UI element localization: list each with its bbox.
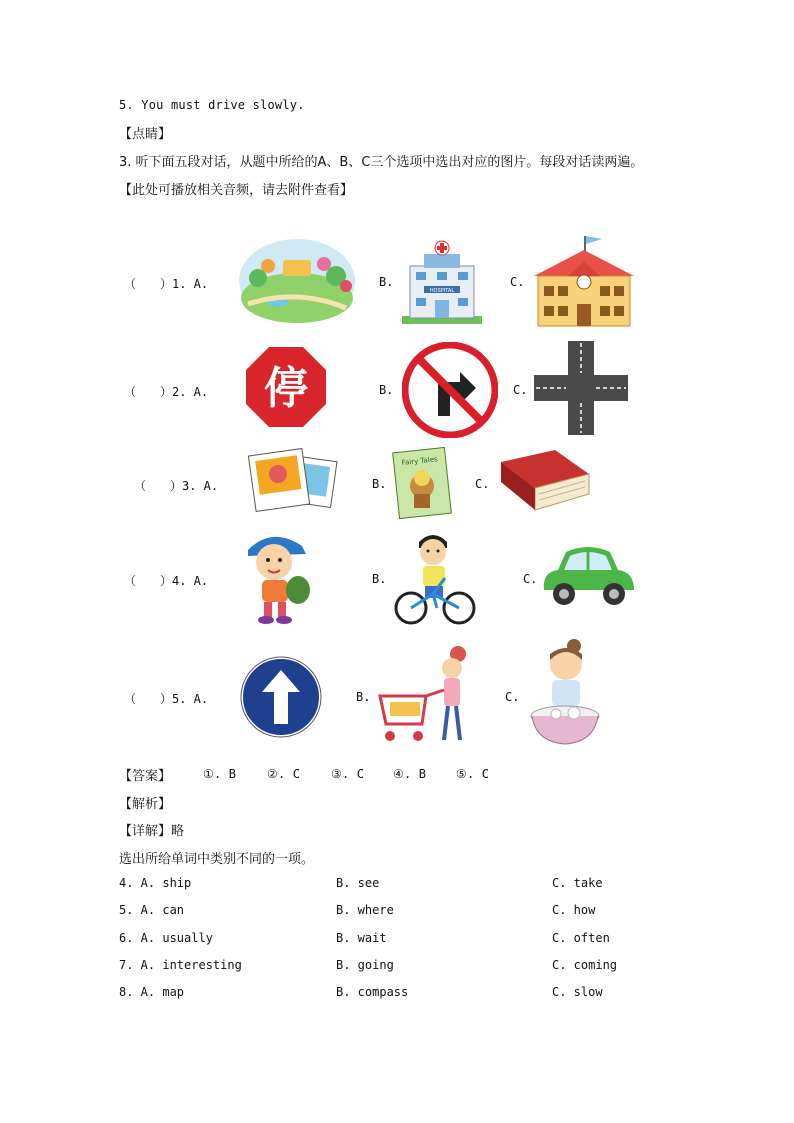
question-5-option-c: C. how: [552, 903, 596, 917]
question-8-option-a: 8. A. map: [119, 985, 185, 999]
girl-washing-picture: [528, 638, 602, 752]
question-8-option-b: B. compass: [336, 985, 409, 999]
row-2-label: （ ）2. A.: [124, 385, 209, 399]
section-title: 选出所给单词中类别不同的一项。: [119, 852, 315, 867]
row-2-option-c: C.: [513, 383, 528, 397]
audio-note: 【此处可播放相关音频，请去附件查看】: [119, 183, 354, 198]
row-1-option-c: C.: [510, 275, 525, 289]
row-1-option-b: B.: [379, 275, 394, 289]
fairy-tales-book-picture: [392, 446, 452, 520]
dictionary-book-picture: [497, 448, 591, 518]
question-6-option-c: C. often: [552, 931, 610, 945]
question-7-option-b: B. going: [336, 958, 394, 972]
question-5-option-b: B. where: [336, 903, 394, 917]
row-1-label: （ ）1. A.: [124, 277, 209, 291]
row-3-option-b: B.: [372, 477, 387, 491]
sentence-5: 5. You must drive slowly.: [119, 98, 305, 112]
row-5-option-b: B.: [356, 690, 371, 704]
woman-shopping-picture: [376, 644, 470, 746]
question-6-option-b: B. wait: [336, 931, 387, 945]
row-4-option-b: B.: [372, 572, 387, 586]
row-5-option-c: C.: [505, 690, 520, 704]
detail-label: 【详解】略: [119, 824, 185, 839]
answer-item-4: ④. B: [393, 767, 427, 781]
car-picture: [538, 542, 638, 610]
hospital-sign: HOSPITAL: [429, 288, 455, 294]
question-8-option-c: C. slow: [552, 985, 603, 999]
crossroads-picture: [534, 341, 628, 435]
park-picture: [238, 238, 356, 324]
row-4-label: （ ）4. A.: [124, 574, 209, 588]
book-title: Fairy Tales: [401, 455, 439, 467]
stop-sign-picture: [244, 345, 328, 429]
question-4-option-c: C. take: [552, 876, 603, 890]
question-6-option-a: 6. A. usually: [119, 931, 213, 945]
question-7-option-a: 7. A. interesting: [119, 958, 242, 972]
answer-item-3: ③. C: [331, 767, 365, 781]
answer-item-1: ①. B: [203, 767, 237, 781]
stop-sign-text: 停: [264, 363, 308, 414]
row-2-option-b: B.: [379, 383, 394, 397]
school-picture: [532, 232, 636, 328]
boy-walking-picture: [242, 528, 316, 626]
answer-item-5: ⑤. C: [456, 767, 490, 781]
answer-label: 【答案】: [119, 769, 172, 784]
row-3-option-c: C.: [475, 477, 490, 491]
boy-cycling-picture: [393, 528, 477, 628]
analysis-label: 【解析】: [119, 797, 172, 812]
dianjing-heading: 【点睛】: [119, 127, 172, 142]
photos-picture: [248, 448, 338, 516]
question-7-option-c: C. coming: [552, 958, 618, 972]
row-5-label: （ ）5. A.: [124, 692, 209, 706]
question-4-option-b: B. see: [336, 876, 380, 890]
row-4-option-c: C.: [523, 572, 538, 586]
no-right-turn-sign-picture: [402, 342, 498, 438]
question-4-option-a: 4. A. ship: [119, 876, 192, 890]
hospital-picture: [400, 240, 484, 326]
answer-item-2: ②. C: [267, 767, 301, 781]
row-3-label: （ ）3. A.: [134, 479, 219, 493]
go-straight-sign-picture: [240, 656, 322, 738]
question-5-option-a: 5. A. can: [119, 903, 185, 917]
instruction-3: 3. 听下面五段对话，从题中所给的A、B、C三个选项中选出对应的图片。每段对话读两遍。: [119, 155, 644, 170]
